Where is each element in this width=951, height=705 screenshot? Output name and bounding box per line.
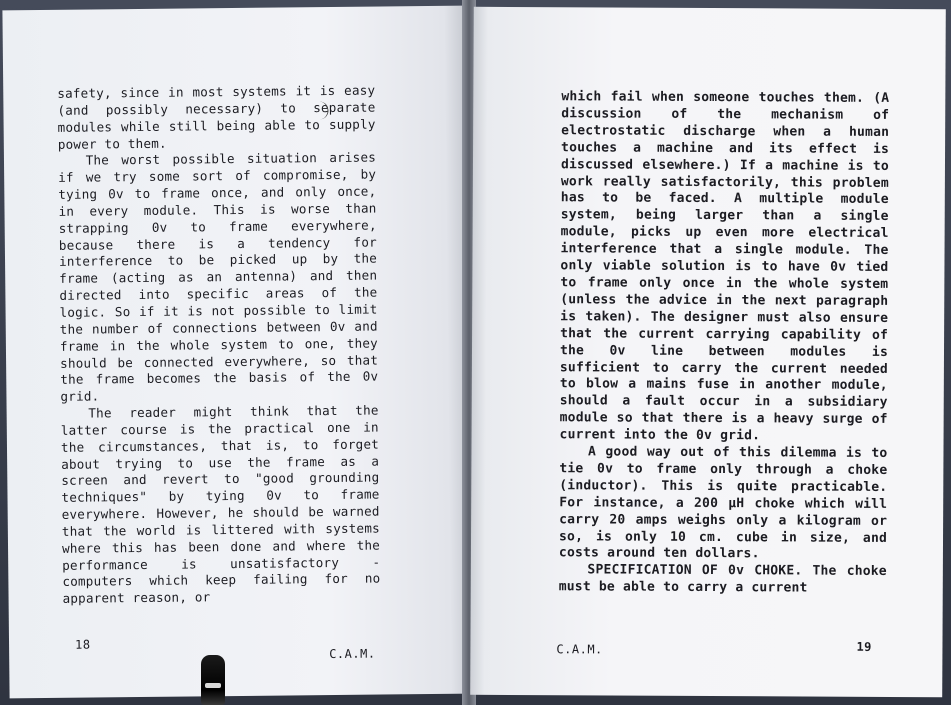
left-page [2,6,469,699]
right-page-body [559,89,890,598]
running-footer: C.A.M. [556,642,603,657]
paragraph: A good way out of this dilemma is to tie 0v to frame only through a choke (inductor). This is quite practicable. For instance, a 200 µH choke which will carry 20 amps weighs only a kilogram or so, is only 10 cm. cube in size, and costs around ten dollars. [558,444,888,562]
running-footer: C.A.M. [329,646,376,662]
paragraph: The worst possible situation arises if we try some sort of compromise, by tying 0v to frame once, and only once, in every module. This is worse than strapping 0v to frame everywhere, because there is a tendency for interference to be picked up by the frame (acting as an antenna) and then directed into specific areas of the logic. So if it is not possible to limit the number of connections between 0v and frame in the whole system to one, they should be connected everywhere, so that the frame becomes the basis of the 0v grid. [58,149,379,405]
page-number: 19 [856,639,872,654]
right-page [470,7,946,697]
paragraph: which fail when someone touches them. (A discussion of the mechanism of electrostatic discharge when a human touches a machine and its effect is discussed elsewhere.) If a machine is to work really satisfactorily, this problem has to be faced. A multiple module system, being larger than a single module, picks up even more electrical interference that a single module. The only viable solution is to have 0v tied to frame only once in the whole system (unless the advice in the next paragraph is taken). The designer must also ensure that the current carrying capability of the 0v line between modules is sufficient to carry the current needed to blow a mains fuse in another module, should a fault occur in a subsidiary module so that there is a heavy surge of current into the 0v grid. [559,89,890,444]
paragraph: The reader might think that the latter course is the practical one in the circumstances, that is, to forget about trying to use the frame as a screen and revert to "good grounding techniques" by tying 0v to frame everywhere. However, he should be warned that the world is littered with systems where this has been done and where the performance is unsatisfactory - computers which keep failing for no apparent reason, or [60,402,381,607]
binder-ring [201,655,225,705]
paragraph: SPECIFICATION OF 0v CHOKE. The choke must be able to carry a current [558,562,887,596]
paragraph: safety, since in most systems it is easy (and possibly necessary) to separate modules while still being able to supply power to them. [57,82,376,152]
left-page-body [57,83,380,608]
page-number: 18 [74,637,91,652]
